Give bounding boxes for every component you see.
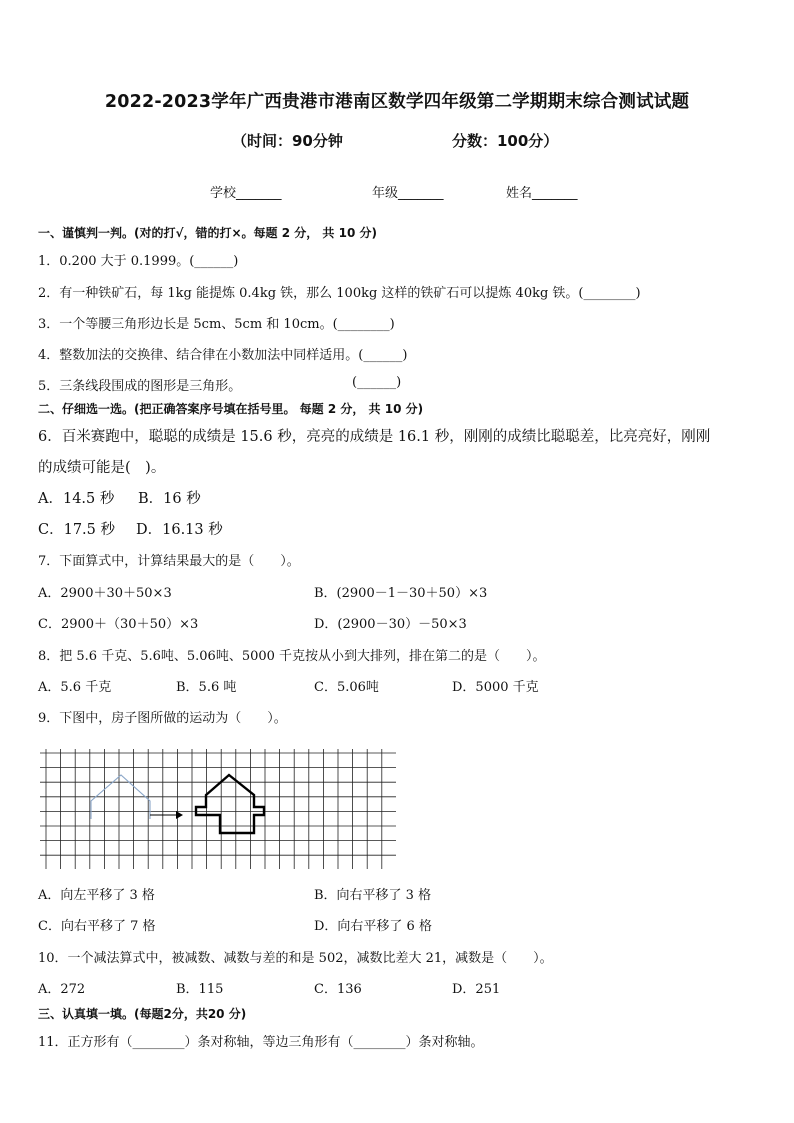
- question-6-line-1: 6．百米赛跑中，聪聪的成绩是 15.6 秒，亮亮的成绩是 16.1 秒，刚刚的成绩比聪聪差，比亮亮好，刚刚: [38, 429, 711, 445]
- name-field: 姓名_______: [506, 186, 578, 201]
- question-8-option-b: B．5.6 吨: [176, 680, 237, 695]
- question-7-option-b: B．(2900－1－30＋50）×3: [314, 586, 488, 601]
- question-7: 7．下面算式中，计算结果最大的是（ ）。: [38, 554, 300, 569]
- question-1: 1．0.200 大于 0.1999。(______): [38, 254, 239, 269]
- school-field: 学校_______: [210, 186, 282, 201]
- question-8-option-a: A．5.6 千克: [38, 680, 112, 695]
- question-10-option-a: A．272: [38, 982, 86, 997]
- grade-field: 年级_______: [372, 186, 444, 201]
- question-9-option-c: C．向右平移了 7 格: [38, 919, 156, 934]
- question-10-option-c: C．136: [314, 982, 362, 997]
- question-6-option-c: C．17.5 秒: [38, 522, 115, 538]
- question-11: 11．正方形有（________）条对称轴，等边三角形有（________）条对称轴。: [38, 1035, 484, 1050]
- question-4: 4．整数加法的交换律、结合律在小数加法中同样适用。(______): [38, 348, 408, 363]
- score-label: 分数：100分）: [452, 132, 559, 150]
- question-3: 3．一个等腰三角形边长是 5cm、5cm 和 10cm。(________): [38, 317, 395, 332]
- question-8: 8．把 5.6 千克、5.6吨、5.06吨、5000 千克按从小到大排列，排在第二的是（ ）。: [38, 649, 546, 664]
- section-1-heading: 一、谨慎判一判。(对的打√，错的打×。每题 2 分， 共 10 分): [38, 226, 377, 240]
- section-2-heading: 二、仔细选一选。(把正确答案序号填在括号里。 每题 2 分， 共 10 分): [38, 402, 424, 416]
- question-2: 2．有一种铁矿石，每 1kg 能提炼 0.4kg 铁，那么 100kg 这样的铁矿石可以提炼 40kg 铁。(________): [38, 286, 641, 301]
- section-3-heading: 三、认真填一填。(每题2分，共20 分): [38, 1007, 247, 1021]
- question-9-option-a: A．向左平移了 3 格: [38, 888, 155, 903]
- question-6-option-a: A．14.5 秒: [38, 491, 115, 507]
- question-10-option-b: B．115: [176, 982, 224, 997]
- question-7-option-a: A．2900＋30＋50×3: [38, 586, 172, 601]
- time-label: （时间：90分钟: [232, 132, 343, 150]
- question-5: 5．三条线段围成的图形是三角形。: [38, 379, 242, 394]
- question-10: 10．一个减法算式中，被减数、减数与差的和是 502，减数比差大 21，减数是（ ）。: [38, 951, 553, 966]
- question-8-option-c: C．5.06吨: [314, 680, 379, 695]
- question-9: 9．下图中，房子图所做的运动为（ ）。: [38, 711, 287, 726]
- page-title: 2022-2023学年广西贵港市港南区数学四年级第二学期期末综合测试试题: [104, 92, 690, 112]
- translated-house-shape: [196, 775, 264, 833]
- question-5-blank: (______): [352, 375, 402, 390]
- question-9-option-d: D．向右平移了 6 格: [314, 919, 432, 934]
- question-6-line-2: 的成绩可能是( )。: [38, 460, 166, 476]
- question-6-option-d: D．16.13 秒: [136, 522, 223, 538]
- translation-arrowhead: [176, 811, 183, 819]
- question-7-option-c: C．2900＋（30＋50）×3: [38, 617, 199, 632]
- question-8-option-d: D．5000 千克: [452, 680, 539, 695]
- question-6-option-b: B．16 秒: [138, 491, 201, 507]
- question-7-option-d: D．(2900－30）－50×3: [314, 617, 467, 632]
- question-9-option-b: B．向右平移了 3 格: [314, 888, 432, 903]
- grid-lines: [40, 749, 396, 869]
- grid-svg: [40, 745, 396, 869]
- question-10-option-d: D．251: [452, 982, 501, 997]
- translation-grid-figure: [40, 745, 396, 873]
